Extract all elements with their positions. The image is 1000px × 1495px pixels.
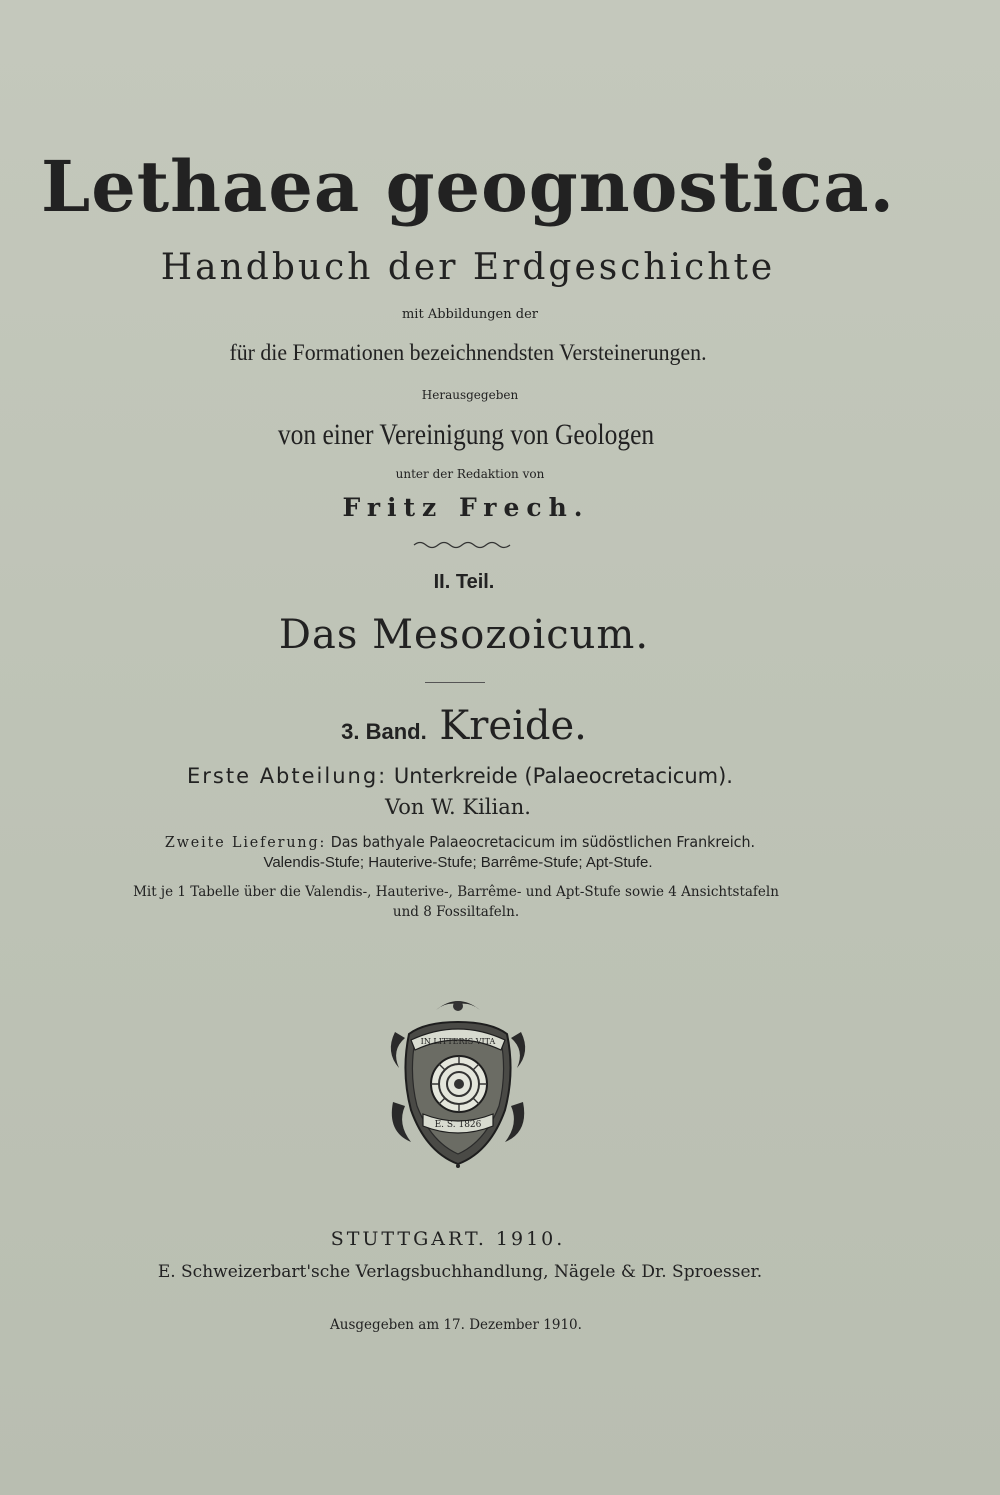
plates-line: und 8 Fossiltafeln. [392,904,520,920]
part-title: Das Mesozoicum. [278,612,650,658]
editor-label: Herausgegeben [421,388,519,402]
issue-date: Ausgegeben am 17. Dezember 1910. [330,1317,582,1333]
division-text: Unterkreide (Palaeocretacicum). [393,764,733,788]
association-line: von einer Vereinigung von Geologen [277,418,655,451]
stages-line: Valendis-Stufe; Hauterive-Stufe; Barrême-Stufe; Apt-Stufe. [263,854,653,871]
publisher-name: E. Schweizerbart'sche Verlagsbuchhandlung, Nägele & Dr. Sproesser. [157,1262,763,1282]
redaction-label: unter der Redaktion von [395,467,545,481]
delivery-text: Das bathyale Palaeocretacicum im südöstlichen Frankreich. [330,833,756,851]
wavy-divider [412,538,512,552]
book-subtitle: Handbuch der Erdgeschichte [160,247,776,288]
place-year: STUTTGART. 1910. [330,1228,566,1250]
delivery-label: Zweite Lieferung: [164,833,327,851]
volume-number: 3. Band. [341,719,427,744]
division-label: Erste Abteilung: [187,764,388,788]
volume-heading [0,703,964,749]
seal-initials: E. S. 1826 [434,1120,482,1130]
book-title: Lethaea geognostica. [41,145,895,228]
seal-motto: IN LITTERIS VITA [420,1037,496,1046]
volume-name: Kreide. [439,703,587,749]
editor-name: Fritz Frech. [342,493,590,522]
tables-line: Mit je 1 Tabelle über die Valendis-, Hauterive-, Barrême- und Apt-Stufe sowie 4 Ansichtstafeln [133,884,779,900]
delivery-line [0,833,935,851]
formations-line: für die Formationen bezeichnendsten Versteinerungen. [229,340,707,365]
author-line: Von W. Kilian. [385,795,531,819]
illustrations-note: mit Abbildungen der [401,307,538,322]
part-number: II. Teil. [433,571,495,593]
division-line [0,764,960,788]
publisher-seal-icon [381,992,535,1168]
short-rule [425,682,485,683]
